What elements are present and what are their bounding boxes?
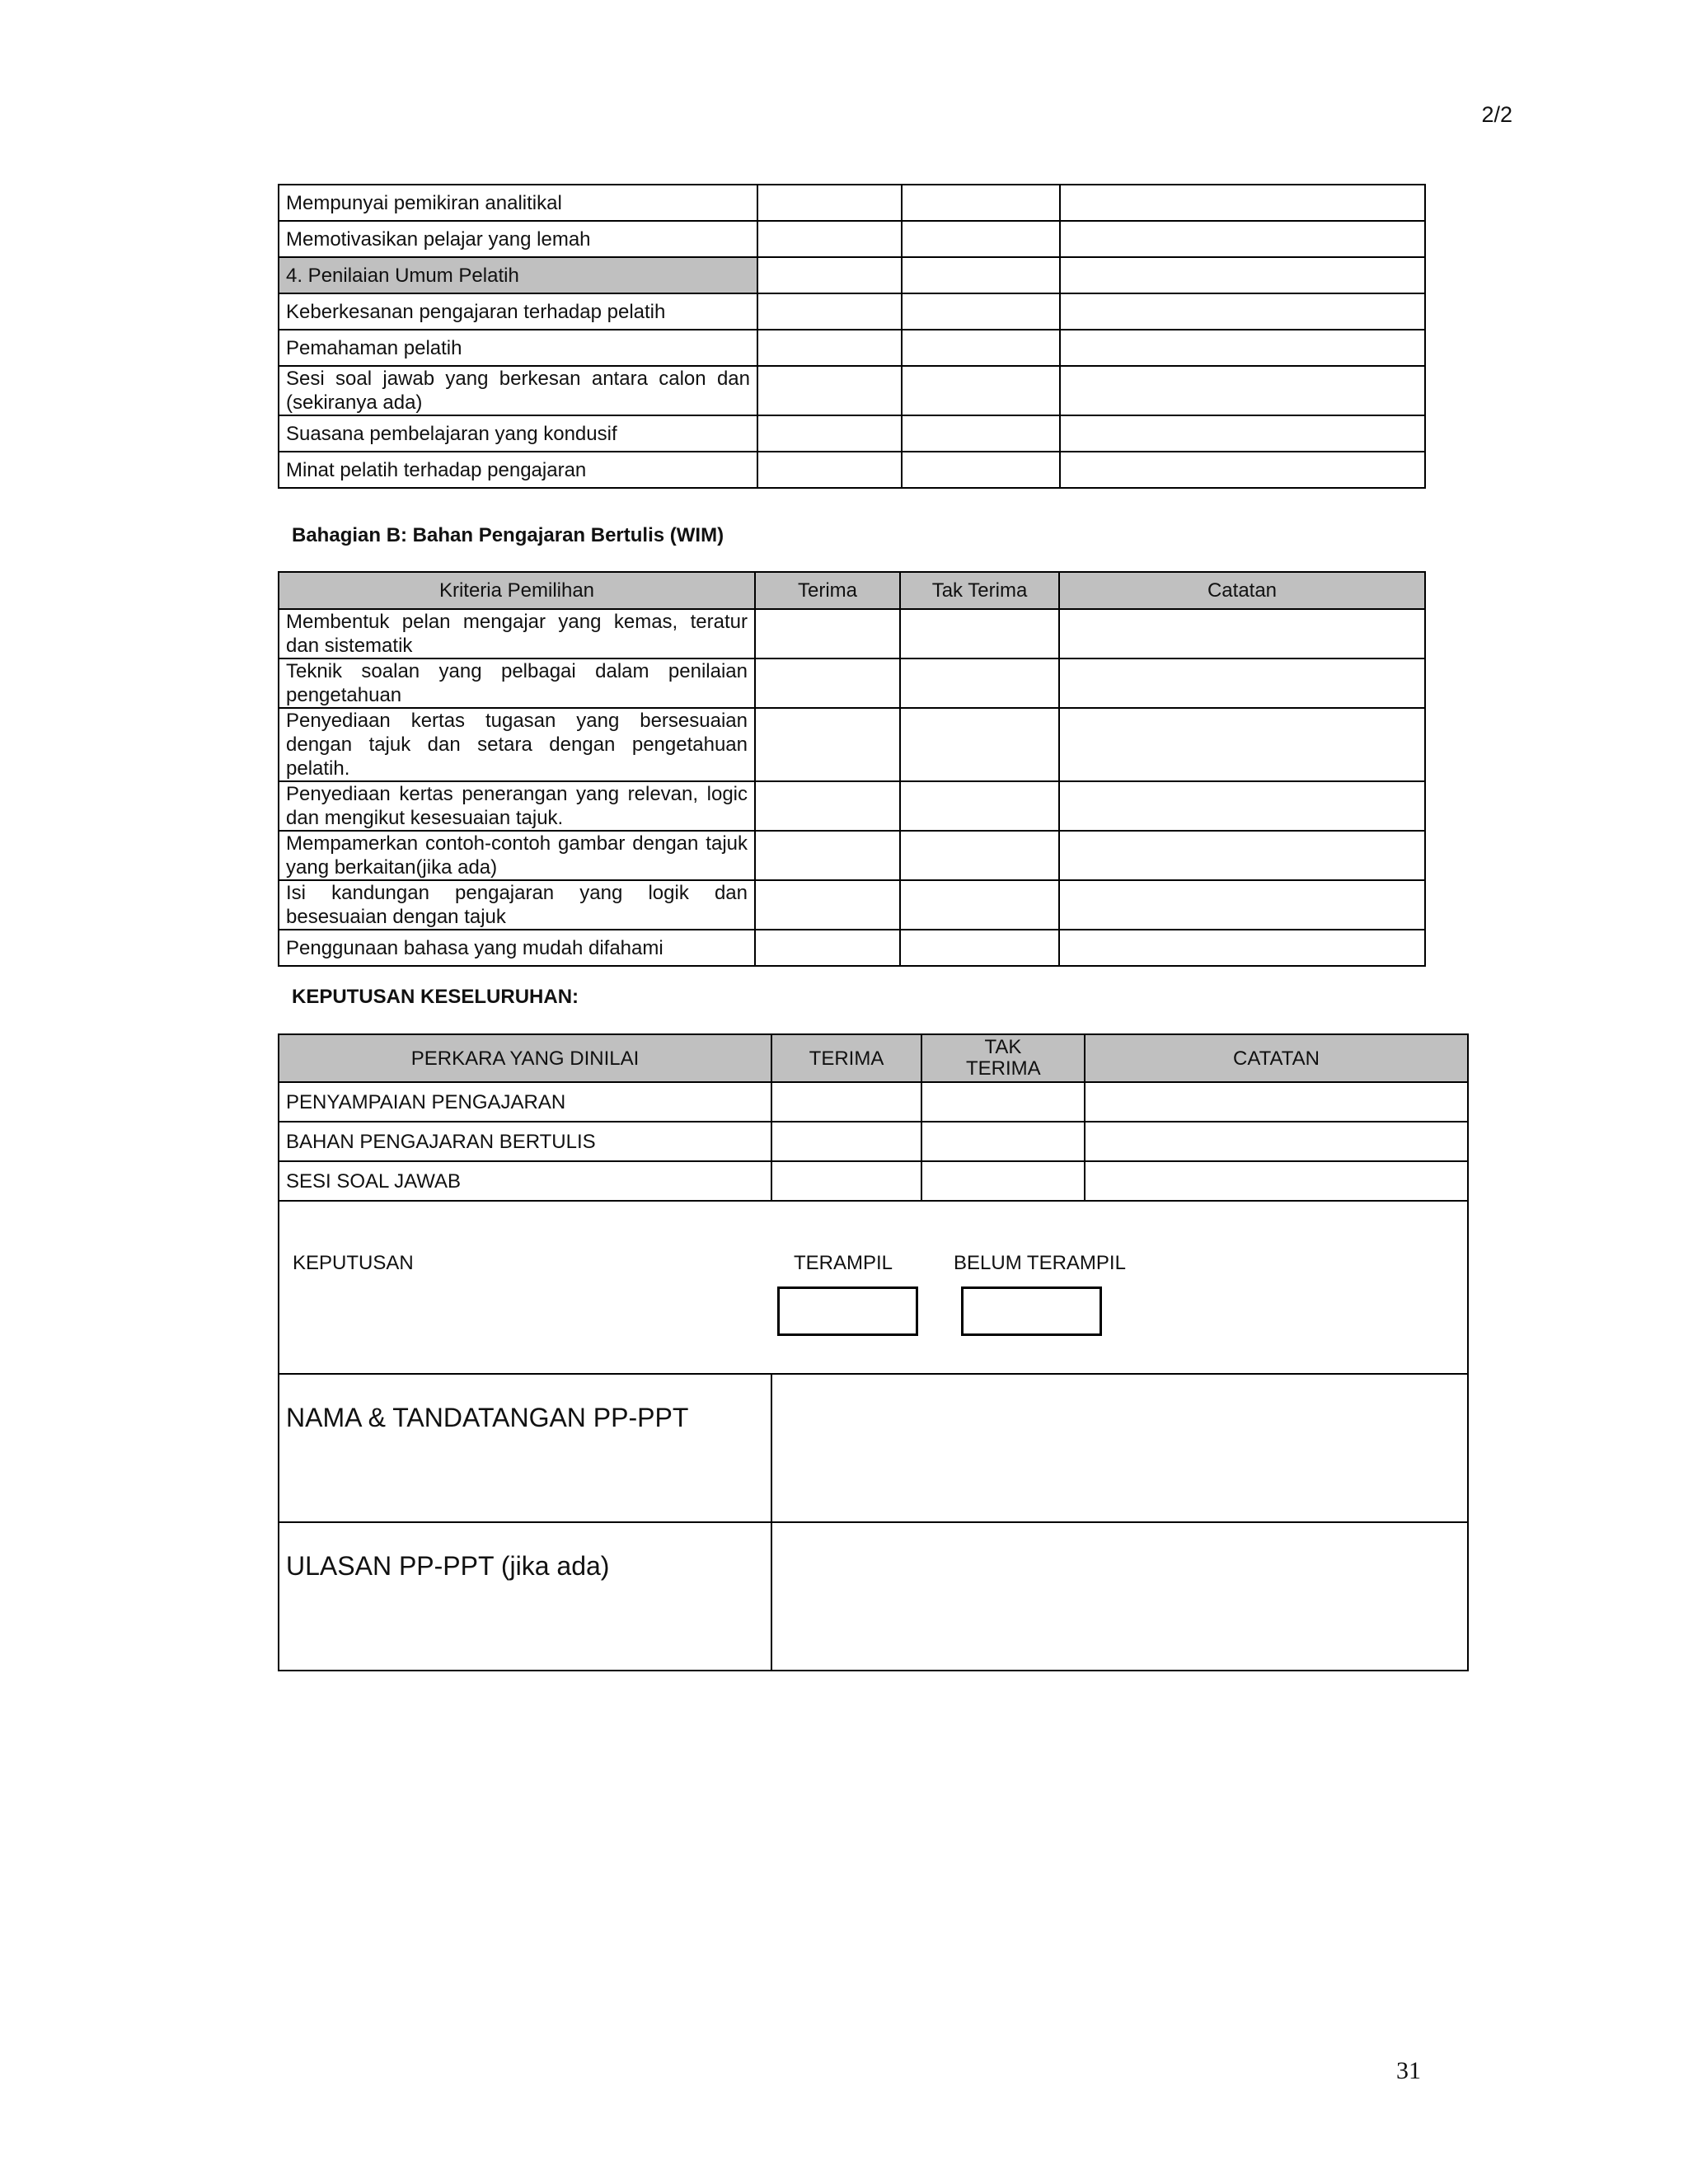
notes-cell [1060,257,1425,293]
column-header-reject [921,1034,1085,1082]
overall-decision-heading: KEPUTUSAN KESELURUHAN: [292,986,579,1008]
reject-cell[interactable] [902,221,1060,257]
notes-cell[interactable] [1060,330,1425,366]
reject-cell[interactable] [900,708,1059,781]
accept-cell[interactable] [755,708,900,781]
remarks-field[interactable] [771,1522,1468,1671]
reject-cell[interactable] [900,609,1059,658]
notes-cell[interactable] [1059,708,1425,781]
pass-checkbox[interactable] [777,1286,918,1336]
remarks-row [279,1522,1468,1671]
table-row [279,708,1425,781]
option-fail-label: BELUM TERAMPIL [954,1252,1126,1274]
table-row [279,257,1425,293]
accept-cell[interactable] [771,1122,921,1161]
accept-cell[interactable] [755,930,900,966]
accept-cell[interactable] [755,831,900,880]
notes-cell[interactable] [1059,781,1425,831]
accept-cell[interactable] [757,366,902,415]
reject-cell[interactable] [921,1161,1085,1201]
criteria-label: Isi kandungan pengajaran yang logik dan besesuaian dengan tajuk [279,880,755,930]
table-row [279,415,1425,452]
criteria-table-continued [278,184,1426,489]
column-header-reject-text: TAK TERIMA [966,1036,1041,1080]
section-b-heading: Bahagian B: Bahan Pengajaran Bertulis (WIM) [292,524,724,546]
column-header-item: PERKARA YANG DINILAI [279,1034,771,1082]
table-row [279,366,1425,415]
table-row [279,1161,1468,1201]
overall-decision-table [278,1033,1469,1671]
notes-cell[interactable] [1059,880,1425,930]
criteria-label: Mempunyai pemikiran analitikal [279,185,757,221]
table-row [279,293,1425,330]
reject-cell[interactable] [900,880,1059,930]
criteria-label: Keberkesanan pengajaran terhadap pelatih [279,293,757,330]
table-row [279,781,1425,831]
column-header-reject: Tak Terima [900,572,1059,609]
accept-cell[interactable] [757,185,902,221]
criteria-label: Penyediaan kertas tugasan yang bersesuaian dengan tajuk dan setara dengan pengetahuan pelatih. [279,708,755,781]
column-header-notes: Catatan [1059,572,1425,609]
table-row [279,658,1425,708]
page-number: 31 [1396,2057,1421,2084]
notes-cell[interactable] [1060,293,1425,330]
decision-cell [279,1201,1468,1374]
notes-cell[interactable] [1060,452,1425,488]
accept-cell[interactable] [757,452,902,488]
fail-checkbox[interactable] [961,1286,1102,1336]
accept-cell[interactable] [755,609,900,658]
column-header-criteria: Kriteria Pemilihan [279,572,755,609]
accept-cell[interactable] [755,880,900,930]
table-header-row [279,572,1425,609]
notes-cell[interactable] [1059,609,1425,658]
column-header-notes: CATATAN [1085,1034,1468,1082]
reject-cell[interactable] [900,781,1059,831]
signature-row [279,1374,1468,1522]
reject-cell [902,257,1060,293]
table-row [279,330,1425,366]
page-label: 2/2 [1481,102,1512,127]
reject-cell[interactable] [921,1082,1085,1122]
reject-cell[interactable] [900,658,1059,708]
reject-cell[interactable] [900,831,1059,880]
criteria-label: Memotivasikan pelajar yang lemah [279,221,757,257]
criteria-label: Membentuk pelan mengajar yang kemas, teratur dan sistematik [279,609,755,658]
reject-cell[interactable] [902,366,1060,415]
reject-cell[interactable] [902,185,1060,221]
decision-row [279,1201,1468,1374]
reject-cell[interactable] [902,293,1060,330]
decision-label: KEPUTUSAN [293,1252,414,1274]
notes-cell[interactable] [1060,185,1425,221]
table-row [279,221,1425,257]
criteria-label: Penyediaan kertas penerangan yang relevan, logic dan mengikut kesesuaian tajuk. [279,781,755,831]
notes-cell[interactable] [1059,930,1425,966]
signature-label: NAMA & TANDATANGAN PP-PPT [279,1374,771,1522]
reject-cell[interactable] [921,1122,1085,1161]
accept-cell[interactable] [771,1161,921,1201]
table-row [279,831,1425,880]
remarks-label: ULASAN PP-PPT (jika ada) [279,1522,771,1671]
notes-cell[interactable] [1085,1122,1468,1161]
column-header-accept: Terima [755,572,900,609]
reject-cell[interactable] [902,452,1060,488]
table-row [279,1122,1468,1161]
notes-cell[interactable] [1060,221,1425,257]
signature-field[interactable] [771,1374,1468,1522]
accept-cell[interactable] [757,330,902,366]
criteria-label: Mempamerkan contoh-contoh gambar dengan tajuk yang berkaitan(jika ada) [279,831,755,880]
table-row [279,185,1425,221]
notes-cell[interactable] [1059,831,1425,880]
item-label: SESI SOAL JAWAB [279,1161,771,1201]
table-row [279,452,1425,488]
criteria-label: Pemahaman pelatih [279,330,757,366]
accept-cell[interactable] [757,415,902,452]
reject-cell[interactable] [902,330,1060,366]
item-label: PENYAMPAIAN PENGAJARAN [279,1082,771,1122]
criteria-label: Sesi soal jawab yang berkesan antara calon dan (sekiranya ada) [279,366,757,415]
notes-cell[interactable] [1085,1161,1468,1201]
accept-cell[interactable] [757,221,902,257]
notes-cell[interactable] [1085,1082,1468,1122]
notes-cell[interactable] [1060,366,1425,415]
notes-cell[interactable] [1059,658,1425,708]
criteria-label: Suasana pembelajaran yang kondusif [279,415,757,452]
section-header-cell: 4. Penilaian Umum Pelatih [279,257,757,293]
table-row [279,930,1425,966]
written-material-table [278,571,1426,967]
reject-cell[interactable] [902,415,1060,452]
reject-cell[interactable] [900,930,1059,966]
criteria-label: Penggunaan bahasa yang mudah difahami [279,930,755,966]
criteria-label: Minat pelatih terhadap pengajaran [279,452,757,488]
table-row [279,880,1425,930]
criteria-label: Teknik soalan yang pelbagai dalam penilaian pengetahuan [279,658,755,708]
accept-cell [757,257,902,293]
table-row [279,1082,1468,1122]
accept-cell[interactable] [757,293,902,330]
option-pass-label: TERAMPIL [794,1252,893,1274]
accept-cell[interactable] [755,658,900,708]
column-header-accept: TERIMA [771,1034,921,1082]
table-row [279,609,1425,658]
accept-cell[interactable] [771,1082,921,1122]
table-header-row [279,1034,1468,1082]
notes-cell[interactable] [1060,415,1425,452]
item-label: BAHAN PENGAJARAN BERTULIS [279,1122,771,1161]
accept-cell[interactable] [755,781,900,831]
